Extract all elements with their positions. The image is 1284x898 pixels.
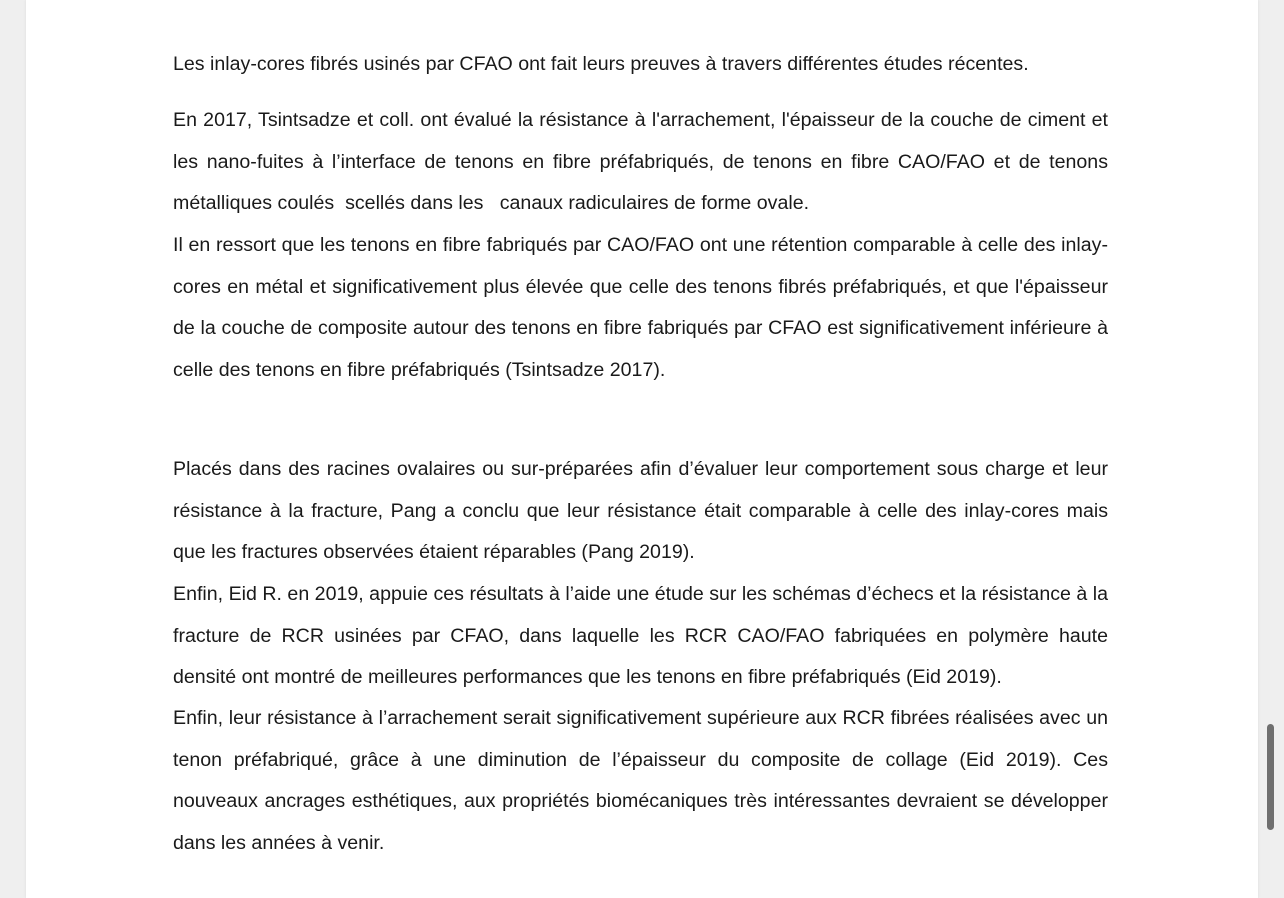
paragraph-tsintsadze-results: Il en ressort que les tenons en fibre fabriqués par CAO/FAO ont une rétention comparable à celle des inlay-cores en métal et significativement plus élevée que celle des tenons fibrés préfabriqués, et que l'épaisseur de la couche de composite autour des tenons en fibre fabriqués par CFAO est significativement inférieure à celle des tenons en fibre préfabriqués (Tsintsadze 2017). — [173, 234, 1114, 381]
paragraph-intro: Les inlay-cores fibrés usinés par CFAO ont fait leurs preuves à travers différentes études récentes. — [173, 53, 1029, 75]
paragraph-tsintsadze-study: En 2017, Tsintsadze et coll. ont évalué la résistance à l'arrachement, l'épaisseur de la couche de ciment et les nano-fuites à l’interface de tenons en fibre préfabriqués, de tenons en fibre CAO/FAO et de tenons métalliques coulés scellés dans les canaux radiculaires de forme ovale. — [173, 109, 1114, 215]
paragraph-conclusion: Enfin, leur résistance à l’arrachement serait significativement supérieure aux RCR fibrées réalisées avec un tenon préfabriqué, grâce à une diminution de l’épaisseur du composite de collage (Eid 2019). Ces nouveaux ancrages esthétiques, aux propriétés biomécaniques très intéressantes devraient se développer dans les années à venir. — [173, 707, 1114, 854]
document-page — [26, 0, 1258, 898]
scrollbar-thumb[interactable] — [1267, 724, 1274, 830]
vertical-scrollbar[interactable] — [1258, 0, 1284, 898]
paragraph-pang-study: Placés dans des racines ovalaires ou sur-préparées afin d’évaluer leur comportement sous charge et leur résistance à la fracture, Pang a conclu que leur résistance était comparable à celle des inlay-cores mais que les fractures observées étaient réparables (Pang 2019). — [173, 458, 1114, 564]
paragraph-eid-study: Enfin, Eid R. en 2019, appuie ces résultats à l’aide une étude sur les schémas d’échecs et la résistance à la fracture de RCR usinées par CFAO, dans laquelle les RCR CAO/FAO fabriquées en polymère haute densité ont montré de meilleures performances que les tenons en fibre préfabriqués (Eid 2019). — [173, 583, 1114, 689]
